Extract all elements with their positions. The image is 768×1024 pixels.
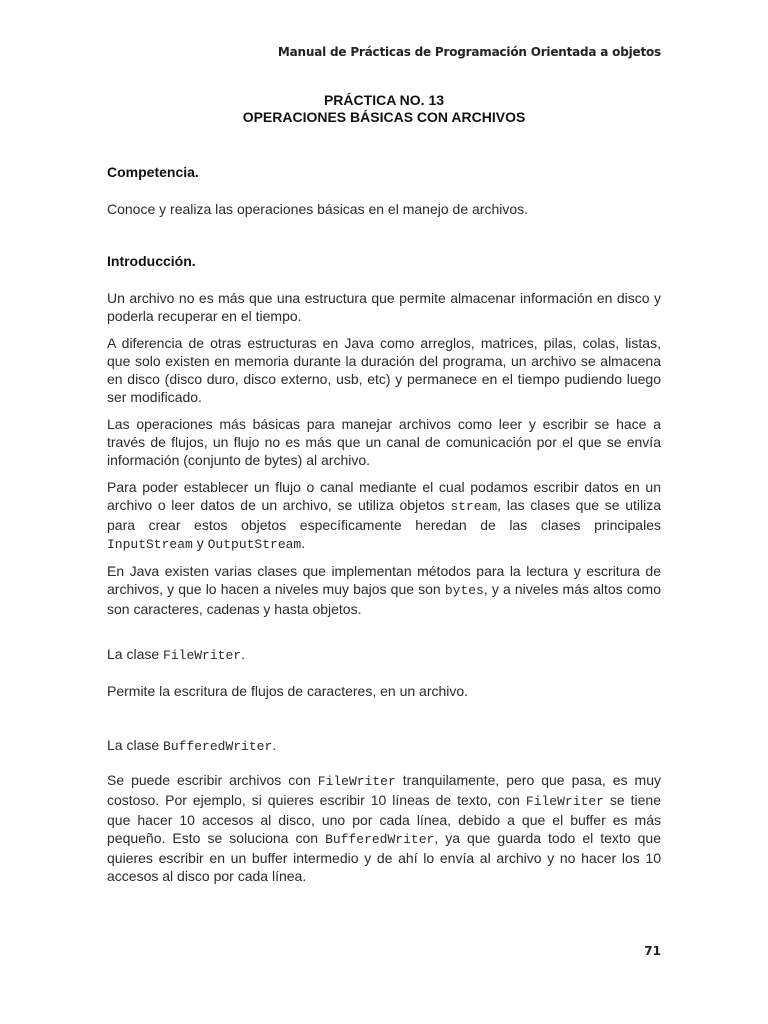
code-inputstream: InputStream — [107, 537, 193, 552]
bw-text-b: tranquilamente, pero que pasa, es muy costoso. Por ejemplo, si quieres escribir 10 líneas de texto, con — [107, 772, 662, 808]
code-filewriter: FileWriter — [163, 648, 242, 663]
bufferedwriter-dot: . — [272, 737, 277, 753]
bufferedwriter-heading — [107, 736, 661, 756]
intro-paragraph-3: Las operaciones más básicas para manejar archivos como leer y escribir se hace a través de flujos, un flujo no es más que un canal de comunicación por el que se envía información (conjunto de bytes) al archivo. — [107, 416, 661, 468]
practice-title — [0, 92, 768, 126]
p4-text-d: . — [301, 535, 306, 551]
filewriter-label: La clase — [107, 646, 164, 662]
code-filewriter-1: FileWriter — [317, 774, 396, 789]
bufferedwriter-label: La clase — [107, 737, 164, 753]
filewriter-dot: . — [241, 646, 245, 662]
code-bytes: bytes — [444, 583, 484, 598]
p4-text-a: Para poder establecer un flujo o canal mediante el cual podamos escribir datos en un archivo o leer datos de un archivo, se utiliza objetos — [107, 479, 661, 513]
intro-paragraph-2: A diferencia de otras estructuras en Java como arreglos, matrices, pilas, colas, listas, que solo existen en memoria durante la duración del programa, un archivo se almacena en disco (disco duro, disco externo, usb, etc) y permanece en el tiempo pudiendo luego ser modificado. — [107, 335, 661, 405]
bw-text-a: Se puede escribir archivos con — [107, 772, 318, 788]
intro-paragraph-4 — [107, 478, 661, 554]
title-line-1: PRÁCTICA NO. 13 — [323, 92, 445, 108]
code-outputstream: OutputStream — [207, 537, 302, 552]
p5-text-b: , y a niveles más altos como son caracteres, cadenas y hasta objetos. — [107, 581, 661, 617]
introduccion-heading: Introducción. — [107, 253, 196, 269]
intro-paragraph-1: Un archivo no es más que una estructura que permite almacenar información en disco y poderla recuperar en el tiempo. — [107, 290, 661, 324]
p4-text-b: , las clases que se utiliza para crear estos objetos específicamente heredan de las clases principales — [107, 497, 662, 533]
bw-text-c: se tiene que hacer 10 accesos al disco, uno por cada línea, debido a que el buffer es más pequeño. Esto se soluciona con — [107, 792, 661, 846]
running-header: Manual de Prácticas de Programación Orientada a objetos — [277, 45, 661, 59]
filewriter-text: Permite la escritura de flujos de caracteres, en un archivo. — [107, 683, 469, 699]
competencia-text: Conoce y realiza las operaciones básicas en el manejo de archivos. — [107, 201, 529, 217]
bw-text-d: , ya que guarda todo el texto que quieres escribir en un buffer intermedio y de ahí lo envía al archivo y no hacer los 10 accesos al disco por cada línea. — [107, 830, 661, 884]
p5-text-a: En Java existen varias clases que implementan métodos para la lectura y escritura de archivos, y que lo hacen a niveles muy bajos que son — [107, 563, 661, 597]
title-line-2: OPERACIONES BÁSICAS CON ARCHIVOS — [242, 109, 526, 125]
p4-text-c: y — [192, 535, 208, 551]
page-number: 71 — [644, 944, 661, 958]
code-filewriter-2: FileWriter — [525, 794, 604, 809]
filewriter-heading — [107, 645, 661, 665]
code-stream: stream — [450, 499, 498, 514]
code-bufferedwriter: BufferedWriter — [163, 739, 273, 754]
bufferedwriter-paragraph — [107, 771, 661, 885]
intro-paragraph-5 — [107, 562, 661, 618]
code-bufferedwriter-2: BufferedWriter — [325, 832, 435, 847]
competencia-heading: Competencia. — [107, 164, 199, 180]
